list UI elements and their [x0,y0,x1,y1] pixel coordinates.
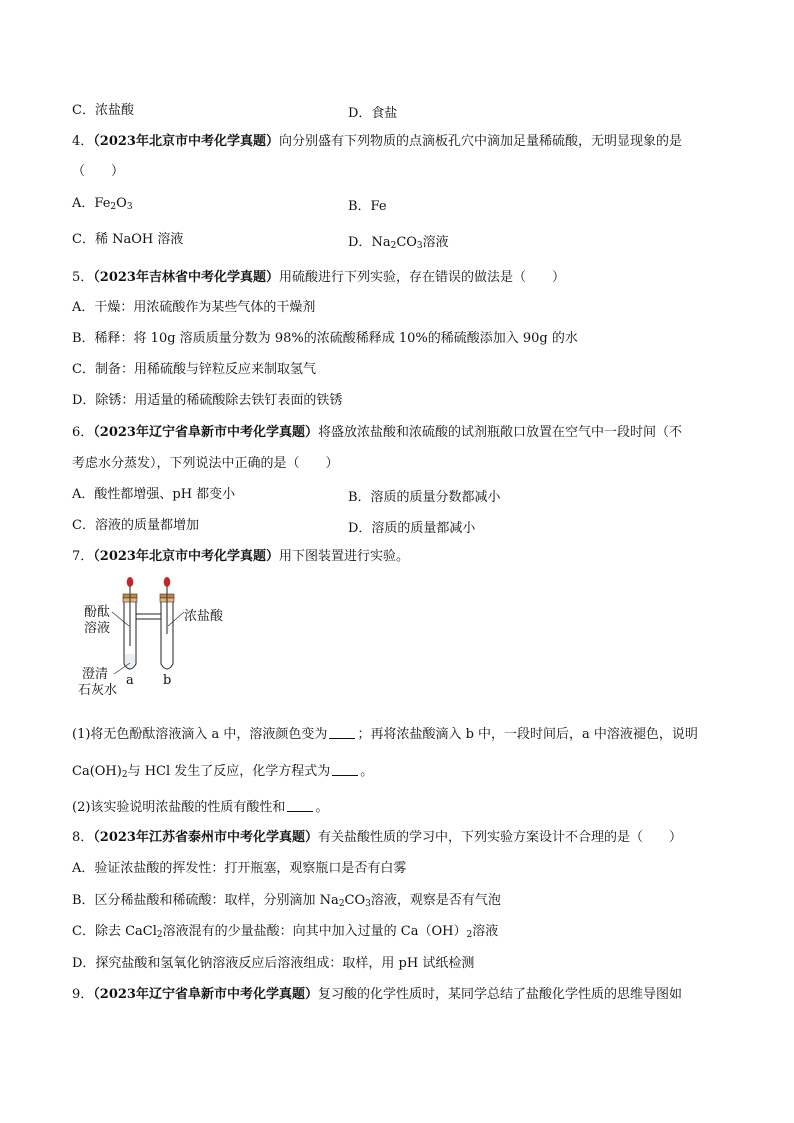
q5-stem [72,269,565,287]
figure-label-limewater-2: 石灰水 [78,683,118,698]
answer-blank[interactable] [332,763,358,776]
q5-option-a: A．干燥：用浓硫酸作为某些气体的干燥剂 [72,300,316,315]
q4-option-d-formula: Na [371,235,391,250]
q7-formula-sub: 2 [121,770,128,780]
q7-sub1-text: (1)将无色酚酞溶液滴入 a 中，溶液颜色变为 [72,727,328,742]
q9-stem [72,986,682,1004]
q3-option-c: C．浓盐酸 [72,103,134,118]
q6-stem-line-2: 考虑水分蒸发），下列说法中正确的是（ ） [72,456,339,471]
q4-option-a-formula: Fe [94,196,111,211]
q4-number: 4． [72,134,94,149]
q7-formula: Ca(OH) [72,764,122,779]
q7-stem [72,548,409,566]
figure-label-tube-a: a [126,673,134,688]
q4-stem-text: 向分别盛有下列物质的点滴板孔穴中滴加足量稀硫酸，无明显现象的是 [278,134,682,149]
answer-blank[interactable] [287,799,313,812]
q4-option-d-prefix: D． [348,235,372,250]
q5-option-d: D．除锈：用适量的稀硫酸除去铁钉表面的铁锈 [72,393,343,408]
q8-option-c [72,923,498,941]
q7-sub1-line-1 [72,726,698,744]
q7-sub1-line-2 [72,763,373,781]
q4-option-d-suffix: 溶液 [422,235,449,250]
q6-stem-text: 将盛放浓盐酸和浓硫酸的试剂瓶敞口放置在空气中一段时间（不 [317,425,682,440]
q8-stem-text: 有关盐酸性质的学习中，下列实验方案设计不合理的是（ ） [317,830,682,845]
q3-option-d: D．食盐 [348,106,398,121]
q8-option-b-sub: 2 [338,899,345,909]
q5-option-b: B．稀释：将 10g 溶质质量分数为 98%的浓硫酸稀释成 10%的稀硫酸添加入 90g 的水 [72,331,578,346]
q6-stem-line-1 [72,424,682,442]
q5-stem-text: 用硫酸进行下列实验，存在错误的做法是（ ） [278,270,565,285]
q6-option-c: C．溶液的质量都增加 [72,518,199,533]
q8-option-d: D．探究盐酸和氢氧化钠溶液反应后溶液组成：取样，用 pH 试纸检测 [72,956,475,971]
q4-option-d-formula: CO [396,235,417,250]
q5-number: 5． [72,270,94,285]
connecting-tube [136,614,161,619]
q8-option-c-text: 溶液混有的少量盐酸：向其中加入过量的 Ca（OH） [162,924,467,939]
figure-label-tube-b: b [163,673,172,688]
q6-option-d: D．溶质的质量都减小 [348,521,476,536]
answer-blank[interactable] [329,726,355,739]
q4-answer-paren: （ ） [72,164,125,179]
q8-option-c-sub: 2 [466,930,473,940]
q9-number: 9． [72,987,94,1002]
q4-option-a-prefix: A． [72,196,95,211]
q7-sub2 [72,799,328,817]
q8-source: （2023年江苏省泰州市中考化学真题） [93,830,318,845]
q8-number: 8． [72,830,94,845]
q4-option-d-sub: 2 [390,241,397,251]
q7-sub2-text: (2)该实验说明浓盐酸的性质有酸性和 [72,800,286,815]
q8-option-b [72,892,501,910]
q4-option-a-formula: O [116,196,127,211]
q8-option-b-text: 溶液，观察是否有气泡 [370,893,501,908]
q4-stem [72,133,682,151]
figure-label-phenolphthalein-2: 溶液 [84,621,111,636]
dropper-bulb-a [127,577,134,587]
q7-sub1-text: 。 [360,764,374,779]
q4-option-a-sub: 2 [110,202,117,212]
q9-stem-text: 复习酸的化学性质时，某同学总结了盐酸化学性质的思维导图如 [317,987,682,1002]
q7-number: 7． [72,549,94,564]
q5-option-c: C．制备：用稀硫酸与锌粒反应来制取氢气 [72,362,316,377]
q7-sub2-text: 。 [315,800,329,815]
q8-option-b-text: B．区分稀盐酸和稀硫酸：取样，分别滴加 Na [72,893,339,908]
figure-label-phenolphthalein-1: 酚酞 [84,605,111,620]
q6-number: 6． [72,425,94,440]
q7-source: （2023年北京市中考化学真题） [93,549,279,564]
q7-stem-text: 用下图装置进行实验。 [278,549,409,564]
figure-label-limewater-1: 澄清 [82,667,109,682]
q8-stem [72,829,682,847]
q4-source: （2023年北京市中考化学真题） [93,134,279,149]
q4-option-d [348,231,449,250]
q6-source: （2023年辽宁省阜新市中考化学真题） [93,425,318,440]
q4-option-b: B．Fe [348,199,387,214]
q9-source: （2023年辽宁省阜新市中考化学真题） [93,987,318,1002]
q8-option-c-text: C．除去 CaCl [72,924,157,939]
q8-option-c-sub: 2 [156,930,163,940]
q4-option-c: C．稀 NaOH 溶液 [72,232,184,247]
dropper-bulb-b [164,577,171,587]
q4-option-d-sub: 3 [416,241,423,251]
q7-sub1-text: ；再将浓盐酸滴入 b 中，一段时间后，a 中溶液褪色，说明 [357,727,698,742]
q4-option-a-sub: 3 [126,202,133,212]
q6-option-a: A．酸性都增强、pH 都变小 [72,487,236,502]
q8-option-b-sub: 3 [365,899,371,909]
test-tube-b [160,577,174,669]
q6-option-b: B．溶质的质量分数都减小 [348,490,501,505]
q4-option-a [72,195,133,213]
q5-source: （2023年吉林省中考化学真题） [93,270,279,285]
q8-option-b-text: CO [344,893,366,908]
q8-option-a: A．验证浓盐酸的挥发性：打开瓶塞，观察瓶口是否有白雾 [72,861,407,876]
figure-label-conc-hcl: 浓盐酸 [184,609,224,624]
q7-sub1-text: 与 HCl 发生了反应，化学方程式为 [127,764,331,779]
q8-option-c-text: 溶液 [472,924,499,939]
